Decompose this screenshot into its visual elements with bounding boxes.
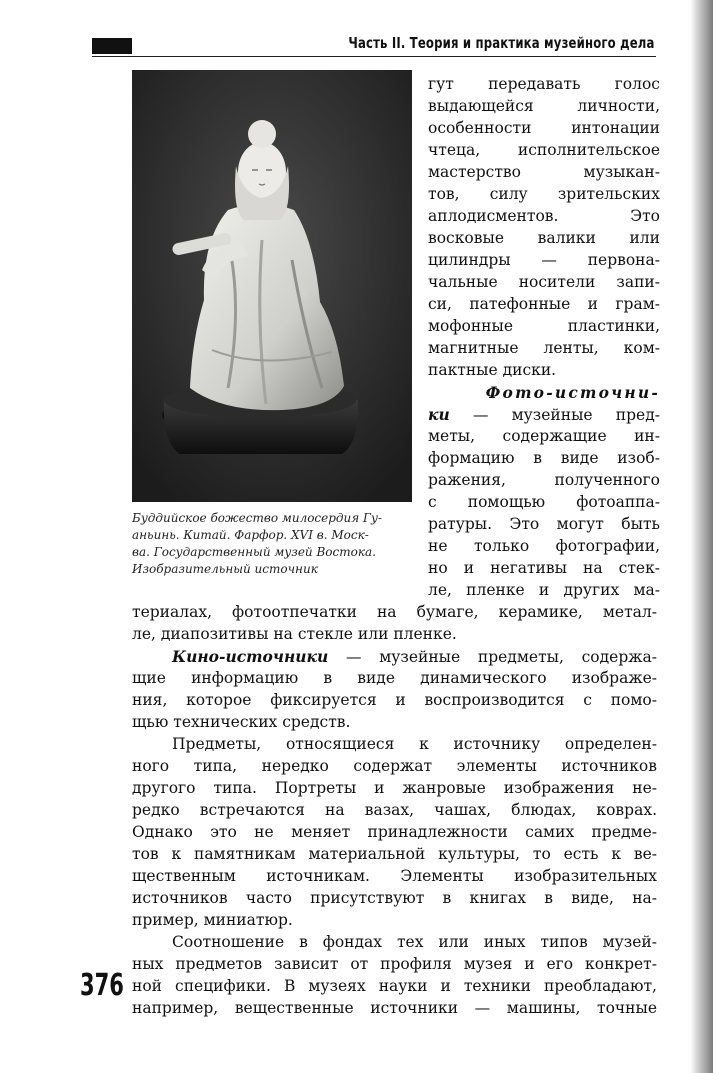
text-line: меты, содержащие ин- (428, 427, 660, 445)
text-line: Соотношение в фондах тех или иных типов музей- (172, 933, 657, 951)
header-rule (92, 56, 656, 57)
text-line: пример, миниатюр. (132, 911, 293, 929)
text-line: чтеца, исполнительское (428, 141, 660, 159)
text-line: Предметы, относящиеся к источнику определен- (172, 735, 657, 753)
running-head: Часть II. Теория и практика музейного дела (348, 34, 655, 52)
text-line: но и негативы на стек- (428, 559, 660, 577)
text-line: щие информацию в виде динамического изображе- (132, 669, 657, 687)
text-line: гут передавать голос (428, 75, 660, 93)
term-film-sources: Кино-источники (172, 647, 329, 666)
term-photo-sources: Фото-источни- (485, 383, 660, 402)
caption-line: Изобразительный источник (132, 562, 318, 576)
text-line: ле, диапозитивы на стекле или пленке. (132, 625, 457, 643)
figure-caption (132, 510, 412, 578)
guanyin-statue-photo (132, 70, 412, 502)
text-line: другого типа. Портреты и жанровые изображения не- (132, 779, 657, 797)
text-span: — музейные предметы, содержа- (328, 648, 657, 666)
text-line: например, вещественные источники — машины, точные (132, 999, 657, 1017)
text-line: пактные диски. (428, 361, 557, 379)
text-line: аплодисментов. Это (428, 207, 660, 225)
text-line: ных предметов зависит от профиля музея и его конкрет- (132, 955, 657, 973)
text-line: чальные носители запи- (428, 273, 660, 291)
text-line: тов, силу зрительских (428, 185, 660, 203)
text-line: редко встречаются на вазах, чашах, блюдах, коврах. (132, 801, 657, 819)
statue-illustration (132, 70, 412, 502)
text-line: тов к памятникам материальной культуры, то есть к ве- (132, 845, 657, 863)
header-marker-block (92, 38, 132, 54)
text-line: ле, пленке и других ма- (428, 581, 660, 599)
text-line: Однако это не меняет принадлежности самих предме- (132, 823, 657, 841)
text-line: ния, которое фиксируется и воспроизводится с помо- (132, 691, 657, 709)
text-line: выдающейся личности, (428, 97, 660, 115)
text-line: щью технических средств. (132, 713, 351, 731)
text-line: цилиндры — первона- (428, 251, 660, 269)
term-photo-sources-end: ки (428, 405, 450, 424)
page-edge-shadow (690, 0, 713, 1073)
text-line: источников часто присутствуют в книгах в виде, на- (132, 889, 657, 907)
text-line: щественным источникам. Элементы изобразительных (132, 867, 657, 885)
caption-line: ва. Государственный музей Востока. (132, 545, 376, 559)
text-line: ного типа, нередко содержат элементы источников (132, 757, 657, 775)
text-line (132, 646, 657, 669)
text-line: мофонные пластинки, (428, 317, 660, 335)
text-line: ной специфики. В музеях науки и техники преобладают, (132, 977, 657, 995)
page-number: 376 (80, 968, 124, 1003)
text-line (428, 404, 660, 427)
text-line (428, 382, 660, 405)
text-line: ражения, полученного (428, 471, 660, 489)
text-line: формацию в виде изоб- (428, 449, 660, 467)
text-line: мастерство музыкан- (428, 163, 660, 181)
text-line: си, патефонные и грам- (428, 295, 660, 313)
text-span: — музейные пред- (449, 406, 660, 424)
text-line: териалах, фотоотпечатки на бумаге, керамике, метал- (132, 603, 657, 621)
text-line: не только фотографии, (428, 537, 660, 555)
text-line: магнитные ленты, ком- (428, 339, 660, 357)
caption-line: аньинь. Китай. Фарфор. XVI в. Моск- (132, 528, 369, 542)
text-line: восковые валики или (428, 229, 660, 247)
text-line: с помощью фотоаппа- (428, 493, 660, 511)
text-line: ратуры. Это могут быть (428, 515, 660, 533)
text-line: особенности интонации (428, 119, 660, 137)
caption-line: Буддийское божество милосердия Гу- (132, 511, 382, 525)
